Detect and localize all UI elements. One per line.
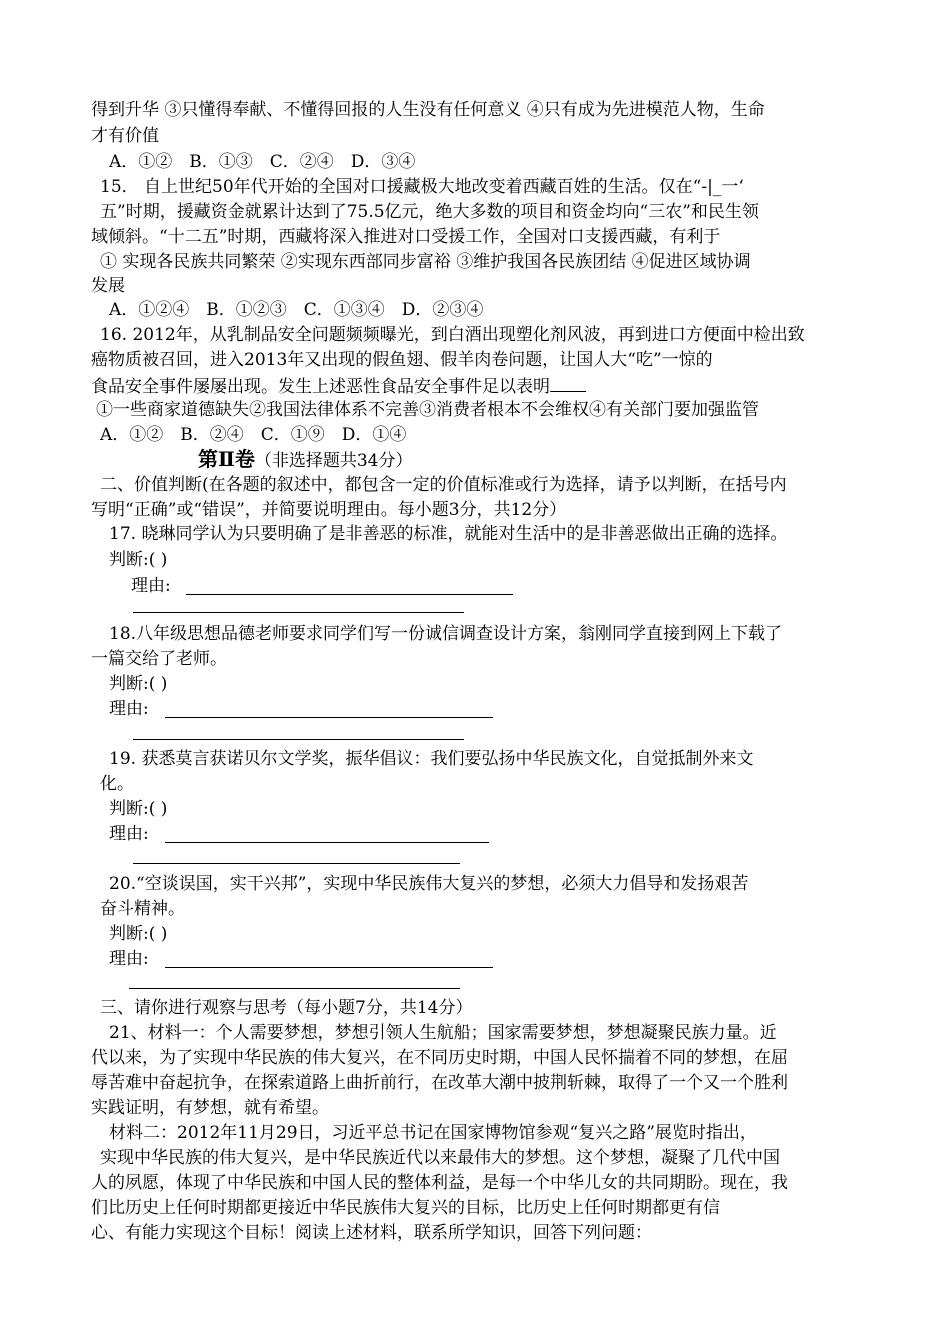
judgment-prompt: 判断:( ) (109, 924, 168, 944)
text-line: ①一些商家道德缺失②我国法律体系不完善③消费者根本不会维权④有关部门要加强监管 (96, 400, 759, 420)
answer-line (133, 612, 464, 613)
text-line: 心、有能力实现这个目标！阅读上述材料，联系所学知识，回答下列问题： (91, 1223, 652, 1243)
reason-prompt: 理由: (109, 699, 149, 719)
text-line: 辱苦难中奋起抗争，在探索道路上曲折前行，在改革大潮中披荆斩棘，取得了一个又一个胜利 (91, 1073, 788, 1093)
section-heading-note: （非选择题共34分） (254, 451, 413, 471)
answer-line (165, 717, 493, 718)
choice-options-14: A．①② B．①③ C．②④ D．③④ (109, 152, 416, 172)
part-three-instructions: 三、请你进行观察与思考（每小题7分，共14分） (100, 998, 473, 1018)
reason-prompt: 理由: (131, 576, 171, 596)
text-line: 域倾斜。“十二五”时期，西藏将深入推进对口受援工作，全国对口支援西藏，有利于 (91, 227, 721, 247)
answer-line (133, 739, 464, 740)
text-line: 代以来，为了实现中华民族的伟大复兴，在不同历史时期，中国人民怀揣着不同的梦想，在屈 (91, 1048, 788, 1068)
text-line: 们比历史上任何时期都更接近中华民族伟大复兴的目标，比历史上任何时期都更有信 (91, 1198, 720, 1218)
text-line: 奋斗精神。 (100, 899, 185, 919)
answer-line (165, 967, 493, 968)
judgment-prompt: 判断:( ) (109, 550, 168, 570)
choice-options-16: A．①② B．②④ C．①⑨ D．①④ (100, 425, 407, 445)
reason-prompt: 理由: (109, 949, 149, 969)
section-heading-title: 第Ⅱ卷 (198, 447, 255, 471)
text-line: 化。 (100, 774, 134, 794)
question-16: 16. 2012年，从乳制品安全问题频频曝光，到白酒出现塑化剂风波，再到进口方便面中检出致 (100, 325, 805, 345)
question-18: 18.八年级思想品德老师要求同学们写一份诚信调查设计方案，翁刚同学直接到网上下载了 (109, 624, 783, 644)
reason-prompt: 理由: (109, 824, 149, 844)
text-line (91, 373, 586, 399)
text-line-content: 食品安全事件屡屡出现。发生上述恶性食品安全事件足以表明 (91, 377, 550, 397)
question-21: 21、材料一：个人需要梦想，梦想引领人生航船；国家需要梦想，梦想凝聚民族力量。近 (109, 1023, 777, 1043)
question-20: 20.“空谈误国，实干兴邦”，实现中华民族伟大复兴的梦想，必须大力倡导和发扬艰苦 (109, 874, 749, 894)
question-15: 15． 自上世纪50年代开始的全国对口援藏极大地改变着西藏百姓的生活。仅在“-|_一‘ (100, 177, 744, 197)
answer-blank (550, 373, 586, 392)
text-line: ① 实现各民族共同繁荣 ②实现东西部同步富裕 ③维护我国各民族团结 ④促进区域协调 (100, 252, 751, 272)
answer-line (133, 863, 460, 864)
section-heading (198, 447, 413, 473)
text-line: 五”时期，援藏资金就累计达到了75.5亿元，绝大多数的项目和资金均向“三农”和民生领 (100, 202, 759, 222)
answer-line (129, 988, 460, 989)
question-19: 19. 获悉莫言获诺贝尔文学奖，振华倡议：我们要弘扬中华民族文化，自觉抵制外来文 (109, 749, 754, 769)
text-line: 写明“正确”或“错误”，并简要说明理由。每小题3分，共12分） (91, 500, 567, 520)
text-line: 实现中华民族的伟大复兴，是中华民族近代以来最伟大的梦想。这个梦想，凝聚了几代中国 (100, 1148, 780, 1168)
judgment-prompt: 判断:( ) (109, 799, 168, 819)
answer-line (165, 842, 489, 843)
text-line: 一篇交给了老师。 (91, 649, 227, 669)
answer-line (186, 594, 513, 595)
text-line: 得到升华 ③只懂得奉献、不懂得回报的人生没有任何意义 ④只有成为先进模范人物，生命 (91, 100, 765, 120)
question-17: 17. 晓琳同学认为只要明确了是非善恶的标准，就能对生活中的是非善恶做出正确的选择。 (109, 524, 788, 544)
text-line: 实践证明，有梦想，就有希望。 (91, 1098, 329, 1118)
material-two: 材料二：2012年11月29日，习近平总书记在国家博物馆参观“复兴之路”展览时指出， (109, 1123, 757, 1143)
text-line: 发展 (91, 276, 125, 296)
text-line: 才有价值 (91, 126, 159, 146)
text-line: 人的夙愿，体现了中华民族和中国人民的整体利益，是每一个中华儿女的共同期盼。现在，我 (91, 1173, 788, 1193)
text-line: 癌物质被召回，进入2013年又出现的假鱼翅、假羊肉卷问题，让国人大“吃”一惊的 (91, 350, 713, 370)
choice-options-15: A．①②④ B．①②③ C．①③④ D．②③④ (109, 300, 484, 320)
part-two-instructions: 二、价值判断(在各题的叙述中，都包含一定的价值标准或行为选择，请予以判断，在括号内 (100, 475, 787, 495)
judgment-prompt: 判断:( ) (109, 674, 168, 694)
